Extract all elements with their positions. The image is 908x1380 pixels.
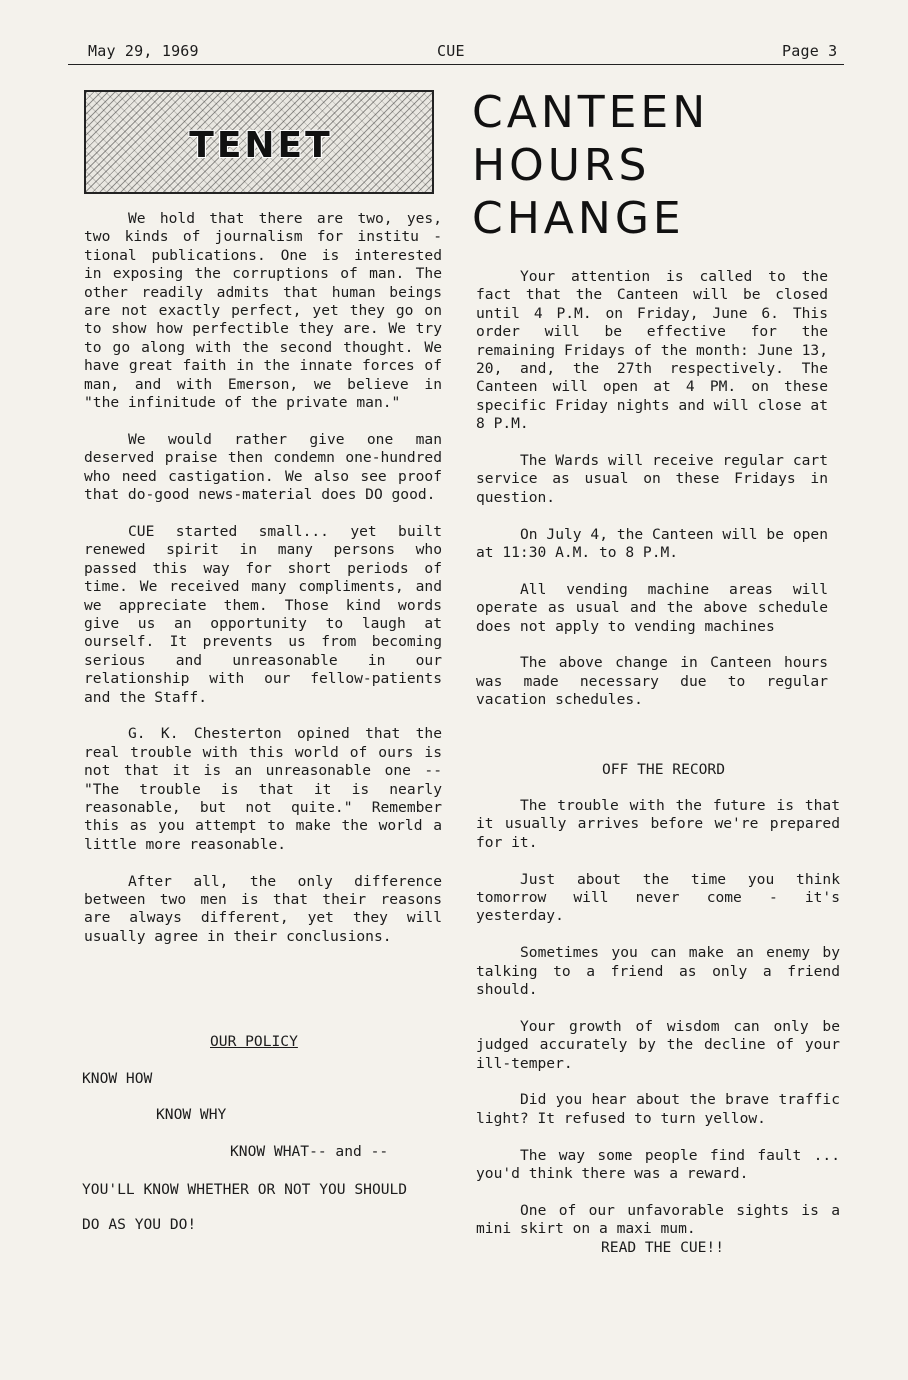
off-the-record-article (476, 797, 840, 1257)
policy-line: DO AS YOU DO! (82, 1216, 197, 1233)
tenet-banner (84, 90, 434, 194)
quip-paragraph: Did you hear about the brave traffic light? It refused to turn yellow. (476, 1091, 840, 1127)
quip-paragraph: Just about the time you think tomorrow will never come - it's yesterday. (476, 870, 840, 925)
tenet-paragraph: After all, the only difference between two men is that their reasons are always different, yet they will usually agree in their conclusions. (84, 872, 442, 945)
tenet-paragraph: We hold that there are two, yes, two kinds of journalism for institu - tional publications. One is interested in exposing the corruptions of man. The other readily admits that human beings are not exactly perfect, yet they go on to show how perfectible they are. We try to go along with the second thought. We have great faith in the innate forces of man, and with Emerson, we believe in "the infinitude of the private man." (84, 210, 442, 412)
canteen-paragraph: The above change in Canteen hours was made necessary due to regular vacation schedules. (476, 654, 828, 709)
quip-paragraph: Your growth of wisdom can only be judged accurately by the decline of your ill-temper. (476, 1017, 840, 1072)
canteen-paragraph: The Wards will receive regular cart service as usual on these Fridays in question. (476, 452, 828, 506)
tenet-paragraph: We would rather give one man deserved praise then condemn one-hundred who need castigation. We also see proof that do-good news-material does DO good. (84, 430, 442, 504)
header-rule (68, 64, 844, 65)
canteen-paragraph: Your attention is called to the fact that the Canteen will be closed until 4 P.M. on Friday, June 6. This order will be effective for the remaining Fridays of the month: June 13, 20, and, the 27th respectively. The Canteen will open at 4 PM. on these specific Friday nights and will close at 8 P.M. (476, 268, 828, 433)
policy-line: YOU'LL KNOW WHETHER OR NOT YOU SHOULD (82, 1181, 408, 1198)
quip-paragraph: The trouble with the future is that it usually arrives before we're prepared for it. (476, 797, 840, 851)
headline-line: CANTEEN (472, 87, 710, 138)
quip-paragraph: The way some people find fault ... you'd think there was a reward. (476, 1146, 840, 1183)
quip-paragraph: Sometimes you can make an enemy by talking to a friend as only a friend should. (476, 944, 840, 999)
policy-line: KNOW WHAT-- and -- (230, 1143, 389, 1160)
policy-title: OUR POLICY (210, 1033, 298, 1050)
headline-line: HOURS (472, 140, 651, 191)
headline-line: CHANGE (472, 193, 685, 244)
canteen-headline (472, 86, 709, 245)
canteen-article (476, 268, 828, 728)
issue-date: May 29, 1969 (88, 42, 199, 60)
tenet-article (84, 210, 442, 965)
canteen-paragraph: All vending machine areas will operate as usual and the above schedule does not apply to vending machines (476, 580, 828, 635)
policy-line: KNOW WHY (156, 1106, 227, 1123)
tenet-paragraph: CUE started small... yet built renewed spirit in many persons who passed this way for short periods of time. We received many compliments, and we appreciate them. Those kind words give us an opportunity to laugh at ourself. It prevents us from becoming serious and unreasonable in our relationship with our fellow-patients and the Staff. (84, 522, 442, 706)
quip-paragraph: One of our unfavorable sights is a mini skirt on a maxi mum. (476, 1201, 840, 1238)
off-the-record-title: OFF THE RECORD (602, 761, 726, 778)
canteen-paragraph: On July 4, the Canteen will be open at 11:30 A.M. to 8 P.M. (476, 525, 828, 562)
closing-line: READ THE CUE!! (601, 1238, 725, 1256)
tenet-title: TENET (189, 124, 333, 166)
tenet-paragraph: G. K. Chesterton opined that the real trouble with this world of ours is not that it is an unreasonable one --"The trouble is that it is nearly reasonable, but not quite." Remember this as you attempt to make the world a little more reasonable. (84, 725, 442, 853)
policy-line: KNOW HOW (82, 1070, 153, 1087)
newsletter-title: CUE (437, 42, 465, 60)
page-number: Page 3 (782, 42, 838, 60)
